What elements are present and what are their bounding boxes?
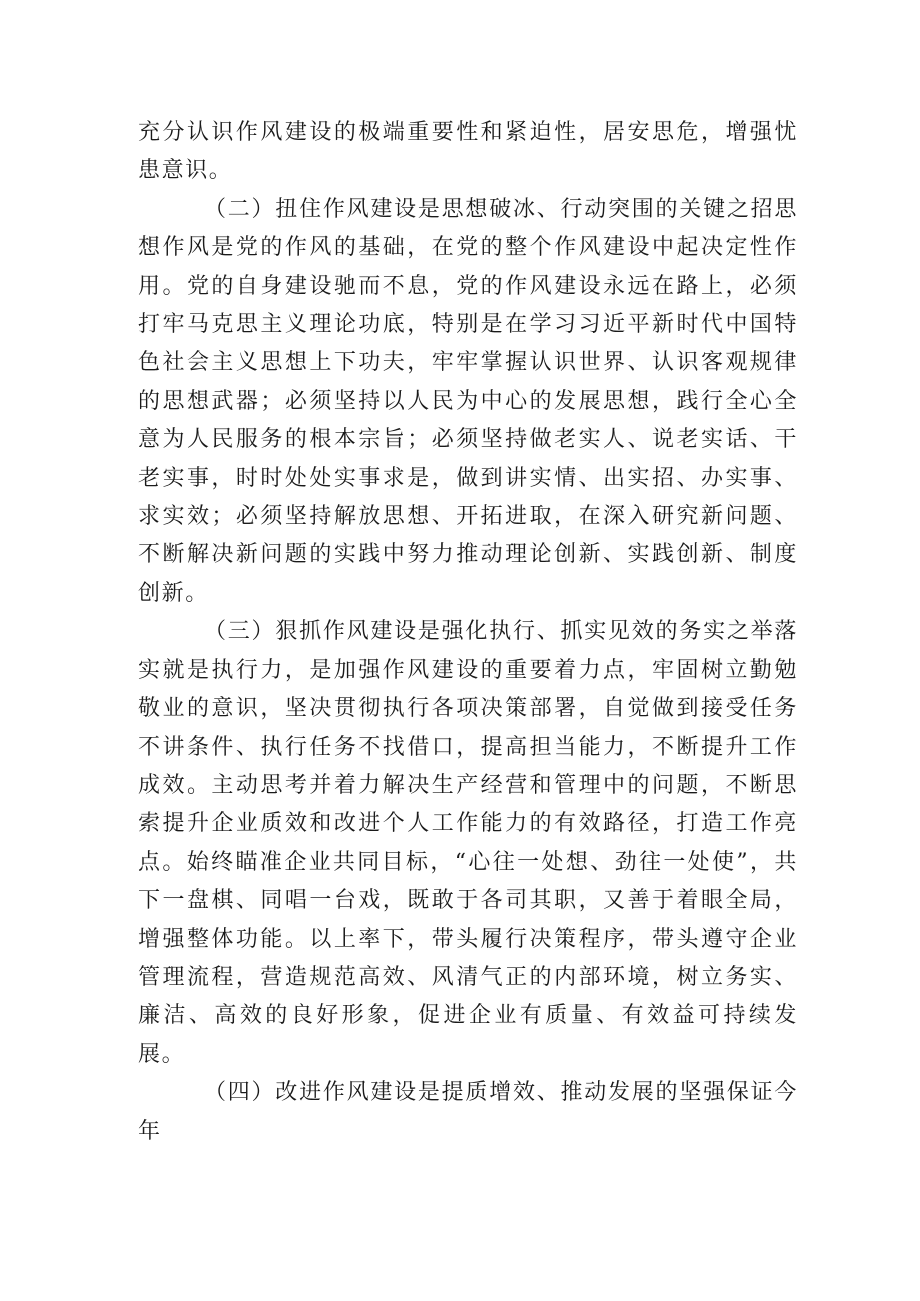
paragraph-section-2: （二）扭住作风建设是思想破冰、行动突围的关键之招思想作风是党的作风的基础，在党的整个作风建设中起决定性作用。党的自身建设驰而不息，党的作风建设永远在路上，必须打牢马克思主义理论功底，特别是在学习习近平新时代中国特色社会主义思想上下功夫，牢牢掌握认识世界、认识客观规律的思想武器；必须坚持以人民为中心的发展思想，践行全心全意为人民服务的根本宗旨；必须坚持做老实人、说老实话、干老实事，时时处处实事求是，做到讲实情、出实招、办实事、求实效；必须坚持解放思想、开拓进取，在深入研究新问题、不断解决新问题的实践中努力推动理论创新、实践创新、制度创新。 — [138, 196, 798, 606]
paragraph-section-4: （四）改进作风建设是提质增效、推动发展的坚强保证今年 — [138, 1080, 798, 1144]
paragraph-section-3: （三）狠抓作风建设是强化执行、抓实见效的务实之举落实就是执行力，是加强作风建设的重要着力点，牢固树立勤勉敬业的意识，坚决贯彻执行各项决策部署，自觉做到接受任务不讲条件、执行任务不找借口，提高担当能力，不断提升工作成效。主动思考并着力解决生产经营和管理中的问题，不断思索提升企业质效和改进个人工作能力的有效路径，打造工作亮点。始终瞄准企业共同目标，“心往一处想、劲往一处使”，共下一盘棋、同唱一台戏，既敢于各司其职，又善于着眼全局，增强整体功能。以上率下，带头履行决策程序，带头遵守企业管理流程，营造规范高效、风清气正的内部环境，树立务实、廉洁、高效的良好形象，促进企业有质量、有效益可持续发展。 — [138, 619, 798, 1067]
paragraph-continuation: 充分认识作风建设的极端重要性和紧迫性，居安思危，增强忧患意识。 — [138, 120, 798, 184]
document-body — [138, 114, 798, 1151]
